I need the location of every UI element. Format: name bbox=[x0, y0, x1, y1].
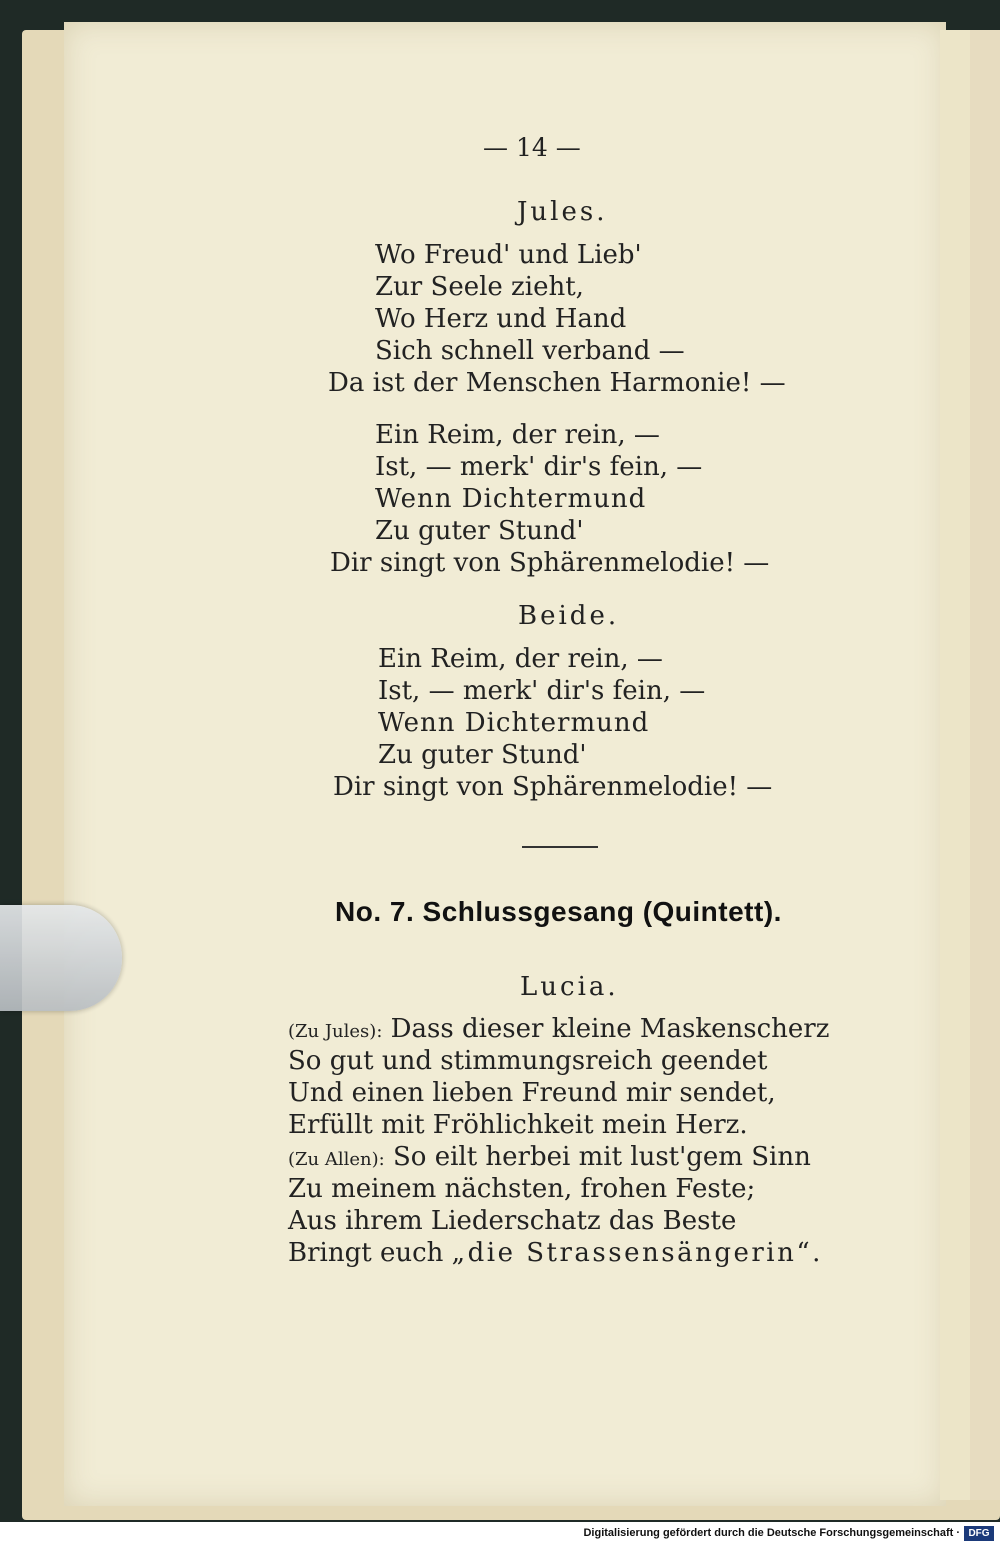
section-heading: No. 7. Schlussgesang (Quintett). bbox=[335, 896, 782, 927]
footer-bar bbox=[0, 1522, 1000, 1546]
verse-line: Wo Herz und Hand bbox=[375, 304, 627, 334]
dfg-logo: DFG bbox=[964, 1526, 994, 1541]
speaker-beide: Beide. bbox=[518, 601, 620, 631]
section-divider bbox=[522, 846, 598, 848]
speaker-jules: Jules. bbox=[517, 197, 608, 227]
verse-text-spaced: „die Strassensängerin“. bbox=[451, 1238, 823, 1268]
verse-line: Erfüllt mit Fröhlichkeit mein Herz. bbox=[288, 1110, 748, 1140]
verse-line: Wenn Dichtermund bbox=[378, 708, 650, 738]
verse-line: So gut und stimmungsreich geendet bbox=[288, 1046, 768, 1076]
stage-direction: (Zu Jules): bbox=[288, 1021, 383, 1042]
verse-line: Ein Reim, der rein, — bbox=[378, 644, 663, 674]
verse-line: Zur Seele zieht, bbox=[375, 272, 584, 302]
verse-line: Zu guter Stund' bbox=[378, 740, 587, 770]
verse-line: Aus ihrem Liederschatz das Beste bbox=[288, 1206, 737, 1236]
verse-line bbox=[288, 1238, 823, 1268]
verse-line: Ein Reim, der rein, — bbox=[375, 420, 660, 450]
next-page-edge bbox=[966, 30, 1000, 1500]
footer-credit: Digitalisierung gefördert durch die Deutsche Forschungsgemeinschaft · bbox=[583, 1527, 960, 1539]
verse-text: Bringt euch bbox=[288, 1238, 452, 1268]
verse-text: Dass dieser kleine Maskenscherz bbox=[390, 1014, 830, 1044]
speaker-lucia: Lucia. bbox=[520, 972, 619, 1002]
verse-line: Sich schnell verband — bbox=[375, 336, 685, 366]
verse-line: Und einen lieben Freund mir sendet, bbox=[288, 1078, 776, 1108]
verse-line: Dir singt von Sphärenmelodie! — bbox=[333, 772, 773, 802]
verse-line-with-direction bbox=[288, 1142, 811, 1175]
stage-direction: (Zu Allen): bbox=[288, 1149, 385, 1170]
ribbon-bookmark bbox=[0, 905, 122, 1011]
verse-line: Zu guter Stund' bbox=[375, 516, 584, 546]
verse-line: Da ist der Menschen Harmonie! — bbox=[328, 368, 786, 398]
verse-text: So eilt herbei mit lust'gem Sinn bbox=[392, 1142, 811, 1172]
verse-line: Ist, — merk' dir's fein, — bbox=[375, 452, 703, 482]
verse-line: Zu meinem nächsten, frohen Feste; bbox=[288, 1174, 756, 1204]
verse-line-with-direction bbox=[288, 1014, 829, 1047]
page-fold bbox=[940, 30, 970, 1500]
verse-line: Wo Freud' und Lieb' bbox=[375, 240, 642, 270]
page-number: — 14 — bbox=[483, 133, 581, 162]
verse-line: Dir singt von Sphärenmelodie! — bbox=[330, 548, 770, 578]
verse-line: Ist, — merk' dir's fein, — bbox=[378, 676, 706, 706]
verse-line: Wenn Dichtermund bbox=[375, 484, 647, 514]
